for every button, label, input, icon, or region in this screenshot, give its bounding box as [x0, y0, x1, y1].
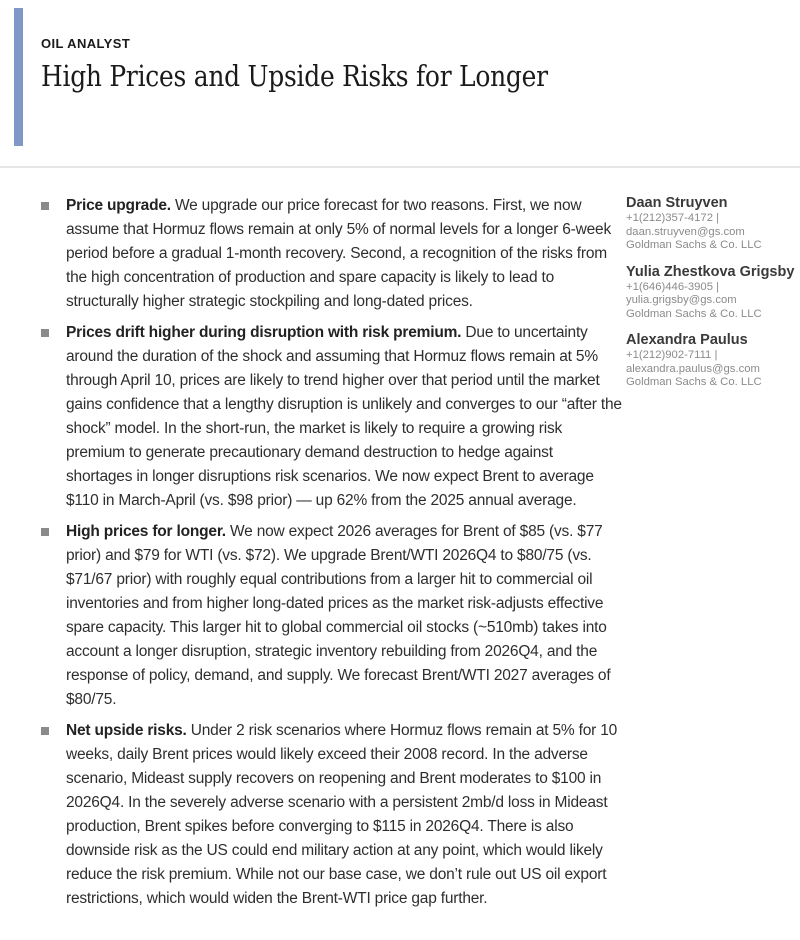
bullet-list — [40, 194, 622, 918]
author-phone: +1(212)357-4172 | — [626, 212, 720, 224]
bullet-lead: Price upgrade. — [66, 197, 171, 214]
author-email: daan.struyven@gs.com — [626, 225, 745, 238]
square-bullet-icon — [41, 727, 49, 735]
author-firm: Goldman Sachs & Co. LLC — [626, 376, 762, 388]
bullet-lead: Net upside risks. — [66, 722, 187, 739]
accent-bar — [14, 8, 23, 146]
bullet-item-high-prices-for-longer — [40, 520, 622, 712]
author-name: Daan Struyven — [626, 195, 728, 211]
square-bullet-icon — [41, 329, 49, 337]
bullet-text: We upgrade our price forecast for two reasons. First, we now assume that Hormuz flows remain at only 5% of normal levels for a longer 6-week period before a gradual 1-month recovery. Second, a recognition of the risks from the high concentration of production and spare capacity is likely to lead to structurally higher strategic stockpiling and long-dated prices. — [66, 197, 612, 310]
bullet-item-net-upside-risks — [40, 719, 622, 911]
author-email: alexandra.paulus@gs.com — [626, 362, 760, 375]
square-bullet-icon — [41, 528, 49, 536]
author-firm: Goldman Sachs & Co. LLC — [626, 307, 762, 320]
bullet-text: Under 2 risk scenarios where Hormuz flows remain at 5% for 10 weeks, daily Brent prices would likely exceed their 2008 record. In the adverse scenario, Mideast supply recovers on reopening and Brent moderates to $100 in 2026Q4. In the severely adverse scenario with a persistent 2mb/d loss in Mideast production, Brent spikes before converging to $115 in 2026Q4. There is also downside risk as the US could end military action at any point, which would likely reduce the risk premium. While not our base case, we don’t rule out US oil export restrictions, which would widen the Brent-WTI price gap further. — [66, 722, 618, 907]
report-body — [0, 168, 800, 918]
author-block — [626, 195, 786, 253]
author-firm: Goldman Sachs & Co. LLC — [626, 239, 762, 251]
bullet-text: Due to uncertainty around the duration of the shock and assuming that Hormuz flows remain at 5% through April 10, prices are likely to trend higher over that period until the market gains confidence that a lengthy disruption is unlikely and converges to our “after the shock” model. In the short-run, the market is likely to require a growing risk premium to generate precautionary demand destruction to hedge against shortages in longer disruptions risk scenarios. We now expect Brent to average $110 in March-April (vs. $98 prior) — up 62% from the 2025 annual average. — [66, 324, 622, 509]
bullet-item-prices-drift-higher — [40, 321, 622, 513]
author-name: Alexandra Paulus — [626, 332, 748, 348]
author-block — [626, 263, 795, 322]
report-header — [0, 0, 800, 168]
author-email: yulia.grigsby@gs.com — [626, 294, 737, 306]
author-phone: +1(646)446-3905 | — [626, 280, 720, 293]
square-bullet-icon — [41, 202, 49, 210]
bullet-text: We now expect 2026 averages for Brent of $85 (vs. $77 prior) and $79 for WTI (vs. $72). We upgrade Brent/WTI 2026Q4 to $80/75 (vs. $71/67 prior) with roughly equal contributions from a larger hit to commercial oil inventories and from higher long-dated prices as the market risk-adjusts effective spare capacity. This larger hit to global commercial oil stocks (~510mb) takes into account a longer disruption, strategic inventory rebuilding from 2026Q4, and the response of policy, demand, and supply. We forecast Brent/WTI 2027 averages of $80/75. — [66, 523, 611, 708]
section-kicker: OIL ANALYST — [41, 36, 131, 51]
author-phone: +1(212)902-7111 | — [626, 349, 718, 361]
bullet-item-price-upgrade — [40, 194, 622, 314]
page-title: High Prices and Upside Risks for Longer — [41, 59, 548, 93]
authors-panel — [626, 194, 795, 401]
author-name: Yulia Zhestkova Grigsby — [626, 263, 795, 280]
author-block — [626, 332, 786, 390]
bullet-lead: Prices drift higher during disruption with risk premium. — [66, 324, 462, 341]
bullet-lead: High prices for longer. — [66, 523, 226, 540]
